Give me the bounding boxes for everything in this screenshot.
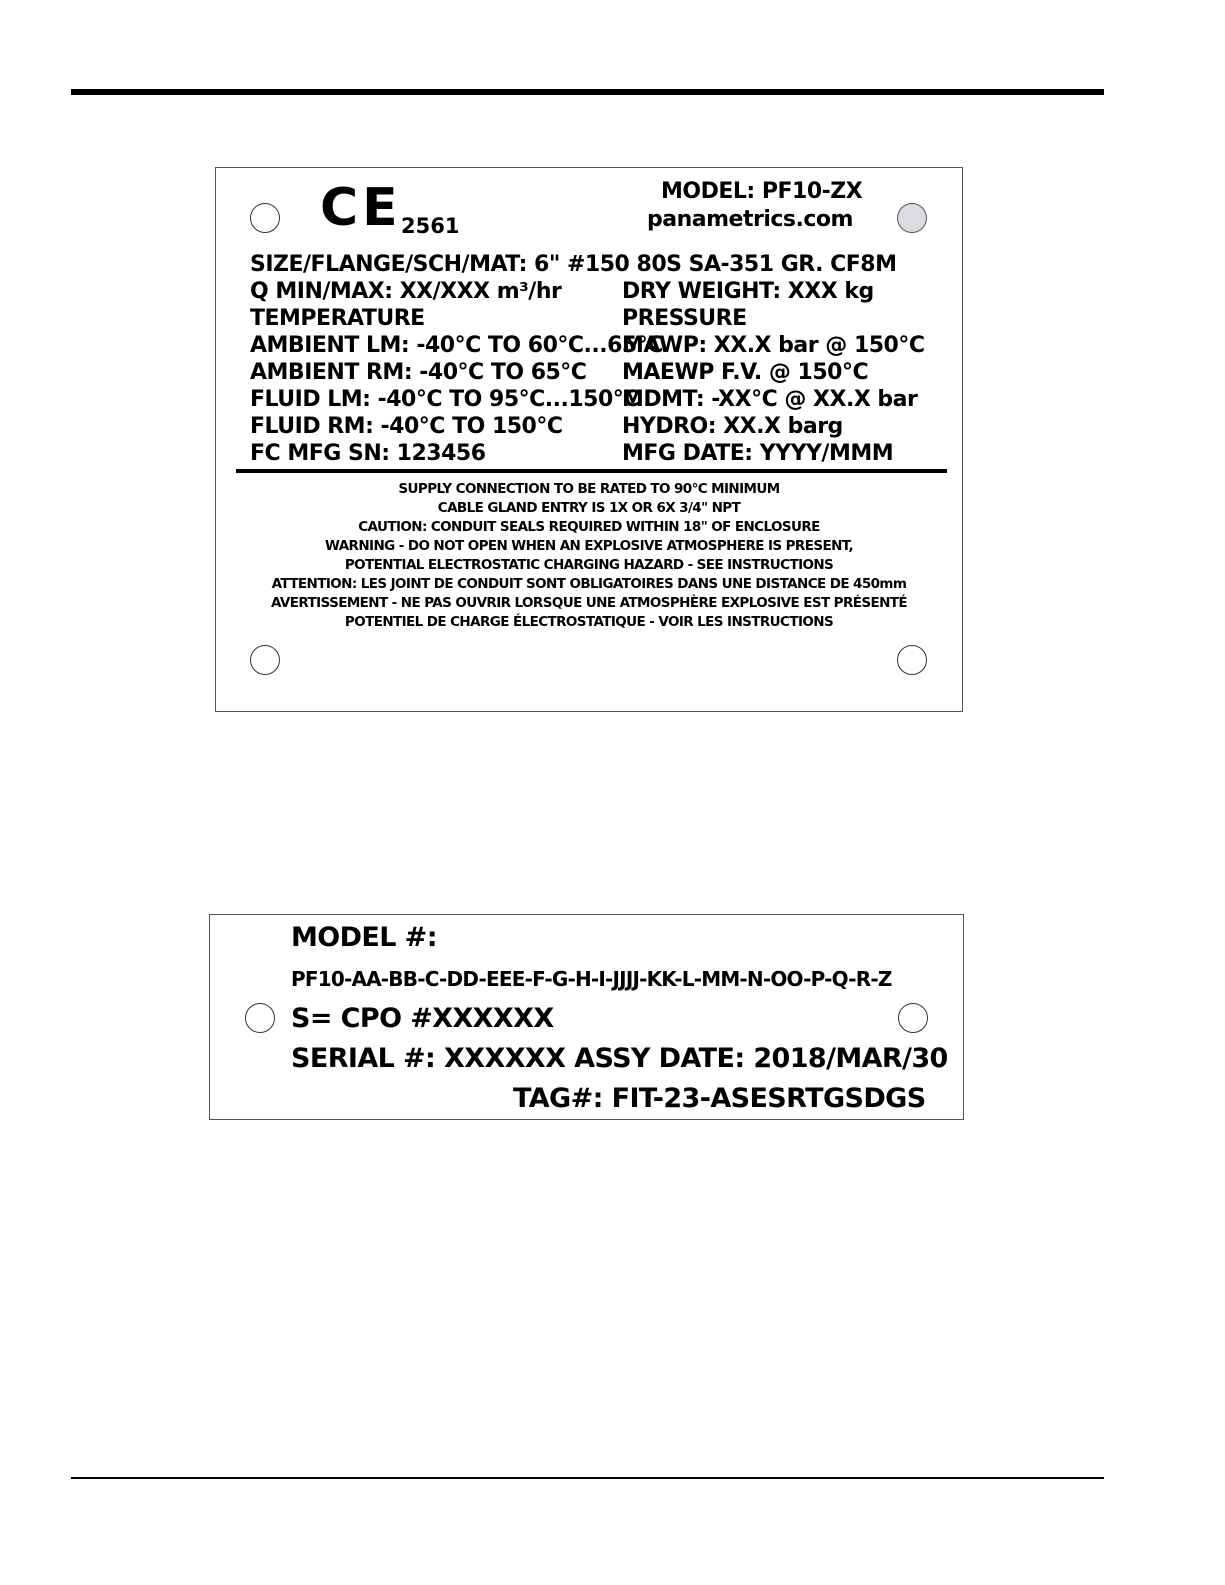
header-rule	[71, 89, 1104, 95]
tag-number: TAG#: FIT-23-ASESRTGSDGS	[513, 1083, 926, 1114]
ce-mark: CE	[320, 178, 402, 238]
warning-line: POTENTIEL DE CHARGE ÉLECTROSTATIQUE - VOIR LES INSTRUCTIONS	[344, 614, 834, 630]
ambient-lm: AMBIENT LM: -40°C TO 60°C...65°C	[250, 333, 663, 358]
warning-line: CAUTION: CONDUIT SEALS REQUIRED WITHIN 18" OF ENCLOSURE	[358, 519, 820, 535]
mounting-hole-left	[245, 1003, 275, 1033]
nameplate-divider	[236, 469, 947, 473]
mounting-hole-bottom-right	[897, 645, 927, 675]
warning-line: AVERTISSEMENT - NE PAS OUVRIR LORSQUE UNE ATMOSPHÈRE EXPLOSIVE EST PRÉSENTÉ	[270, 595, 908, 611]
notified-body-number: 2561	[401, 214, 460, 238]
main-nameplate	[215, 167, 963, 712]
pressure-heading: PRESSURE	[622, 306, 747, 331]
mounting-hole-right	[898, 1003, 928, 1033]
footer-rule	[71, 1477, 1104, 1479]
warning-line: SUPPLY CONNECTION TO BE RATED TO 90°C MINIMUM	[398, 481, 780, 497]
warning-line: WARNING - DO NOT OPEN WHEN AN EXPLOSIVE ATMOSPHERE IS PRESENT,	[325, 538, 853, 554]
fluid-rm: FLUID RM: -40°C TO 150°C	[250, 414, 563, 439]
maewp: MAEWP F.V. @ 150°C	[622, 360, 869, 385]
mfg-date: MFG DATE: YYYY/MMM	[622, 441, 894, 466]
warning-line: CABLE GLAND ENTRY IS 1X OR 6X 3/4" NPT	[437, 500, 741, 516]
warning-line: POTENTIAL ELECTROSTATIC CHARGING HAZARD - SEE INSTRUCTIONS	[344, 557, 834, 573]
model-label: MODEL: PF10-ZX	[661, 179, 863, 204]
website-label: panametrics.com	[647, 207, 853, 232]
dry-weight: DRY WEIGHT: XXX kg	[622, 279, 874, 304]
serial-assy-date: SERIAL #: XXXXXX ASSY DATE: 2018/MAR/30	[291, 1043, 948, 1074]
cpo-number: S= CPO #XXXXXX	[291, 1003, 554, 1034]
size-flange-line: SIZE/FLANGE/SCH/MAT: 6" #150 80S SA-351 GR. CF8M	[250, 252, 897, 277]
temperature-heading: TEMPERATURE	[250, 306, 425, 331]
mounting-hole-top-right	[897, 203, 927, 233]
model-number-label: MODEL #:	[291, 922, 437, 953]
model-code: PF10-AA-BB-C-DD-EEE-F-G-H-I-JJJJ-KK-L-MM-N-OO-P-Q-R-Z	[291, 967, 892, 991]
mawp: MAWP: XX.X bar @ 150°C	[622, 333, 925, 358]
warning-line: ATTENTION: LES JOINT DE CONDUIT SONT OBLIGATOIRES DANS UNE DISTANCE DE 450mm	[271, 576, 907, 592]
hydro: HYDRO: XX.X barg	[622, 414, 843, 439]
mounting-hole-bottom-left	[250, 645, 280, 675]
fc-mfg-sn: FC MFG SN: 123456	[250, 441, 486, 466]
fluid-lm: FLUID LM: -40°C TO 95°C...150°C	[250, 387, 639, 412]
flow-range: Q MIN/MAX: XX/XXX m³/hr	[250, 279, 562, 304]
ambient-rm: AMBIENT RM: -40°C TO 65°C	[250, 360, 587, 385]
mdmt: MDMT: -XX°C @ XX.X bar	[622, 387, 918, 412]
mounting-hole-top-left	[250, 203, 280, 233]
tag-nameplate	[209, 914, 964, 1120]
